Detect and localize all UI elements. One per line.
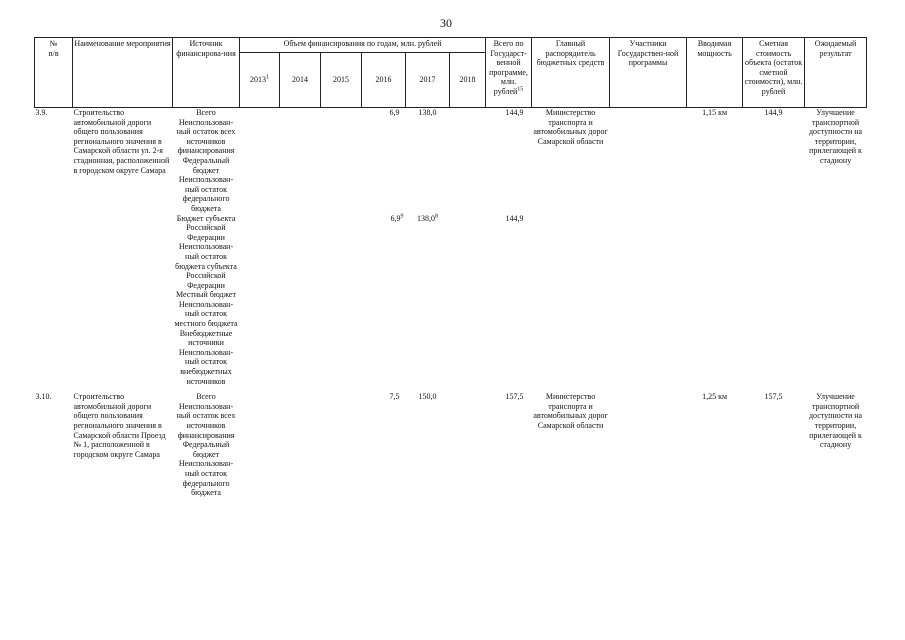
page-number: 30: [440, 16, 452, 30]
note-2016: 9: [400, 212, 404, 219]
cell-2014: [280, 108, 321, 214]
cell-total: 144,9: [505, 108, 524, 117]
row-sources: [173, 392, 240, 498]
value-2016: 6,9: [390, 213, 401, 223]
source-item: Неиспользован-ный остаток федерального бюджета: [178, 175, 234, 213]
year-2017-header: 2017: [406, 53, 450, 108]
source-item: Всего: [196, 108, 216, 117]
cell-capacity: 1,25 км: [702, 392, 728, 402]
cell-chief: Министерство транспорта и автомобильных дорог Самарской области: [533, 392, 608, 430]
cell-estimate: 144,9: [764, 108, 783, 117]
year-2015-header: 2015: [321, 53, 362, 108]
cell-2013: [240, 108, 280, 214]
source-item: Внебюджетные источники: [179, 328, 233, 348]
col-estimate-header: Сметная стоимость объекта (остаток сметной стоимости), млн. рублей: [743, 38, 805, 108]
cell-2017: [406, 214, 450, 387]
table-row: [35, 108, 867, 214]
col-event-header: Наименование мероприятия: [73, 38, 173, 108]
col-source-header: Источник финансирова-ния: [173, 38, 240, 108]
cell-participants: [610, 108, 687, 214]
source-item: Местный бюджет: [176, 290, 236, 300]
cell-2016: 7,5: [389, 392, 400, 402]
cell-2015: [321, 108, 362, 214]
row-number: 3.10.: [35, 392, 52, 402]
cell-2016: 6,9: [389, 108, 400, 117]
col-participants-header: Участники Государствен-ной программы: [610, 38, 687, 108]
note-2017: 8: [435, 212, 438, 219]
col-capacity-header: Вводимая мощность: [687, 38, 743, 108]
cell-chief: Министерство транспорта и автомобильных дорог Самарской области: [533, 108, 608, 146]
year-2013-header: [240, 53, 280, 108]
year-2018-header: 2018: [450, 53, 486, 108]
cell-2017: 138,0: [418, 108, 437, 117]
source-item: Неиспользован-ный остаток всех источников финансирования: [176, 117, 236, 156]
cell-result: Улучшение транспортной доступности на территории, прилегающей к стадиону: [808, 108, 863, 165]
source-item: Неиспользован-ный остаток бюджета субъекта Российской Федерации: [175, 242, 237, 290]
cell-2016: [362, 214, 406, 387]
total-header-note: 15: [517, 86, 524, 93]
row-sources: [173, 214, 240, 387]
source-item: Бюджет субъекта Российской Федерации: [176, 213, 236, 242]
table-row: [35, 392, 867, 498]
col-funding-header: Объем финансирования по годам, млн. рублей: [240, 38, 486, 53]
row-sources: [173, 108, 240, 214]
source-item: Федеральный бюджет: [182, 440, 230, 459]
cell-total: 144,9: [505, 213, 524, 223]
col-total-header: [486, 38, 532, 108]
cell-2018: [450, 108, 486, 214]
source-item: Неиспользован-ный остаток федерального бюджета: [178, 459, 234, 498]
cell-total: 157,5: [505, 392, 524, 402]
row-number: 3.9.: [35, 108, 48, 117]
cell-capacity: 1,15 км: [702, 108, 728, 117]
row-event-name: Строительство автомобильной дороги общего пользования регионального значения в Самарской области ул. 2-я стадионная, расположенной в городском округе Самара: [73, 108, 170, 175]
year-2014-header: 2014: [280, 53, 321, 108]
table-row: [35, 214, 867, 387]
col-num-header: № п/в: [35, 38, 73, 108]
source-item: Всего: [196, 392, 216, 402]
cell-estimate: 157,5: [764, 392, 783, 402]
funding-table: [34, 37, 867, 498]
value-2017: 138,0: [417, 213, 435, 223]
source-item: Федеральный бюджет: [182, 155, 230, 175]
year-2013-text: 2013: [250, 75, 266, 85]
col-result-header: Ожидаемый результат: [805, 38, 867, 108]
source-item: Неиспользован-ный остаток местного бюджета: [174, 299, 238, 329]
row-event-name: Строительство автомобильной дороги общего пользования регионального значения в Самарской области Проезд № 1, расположенной в городском округе Самара: [73, 392, 166, 459]
col-chief-header: Главный распорядитель бюджетных средств: [532, 38, 610, 108]
total-header-text: Всего по Государст-венной программе, млн. рублей: [489, 39, 528, 96]
source-item: Неиспользован-ный остаток внебюджетных источников: [178, 347, 234, 386]
year-2013-note: 1: [266, 74, 269, 81]
cell-result: Улучшение транспортной доступности на территории, прилегающей к стадиону: [808, 392, 863, 450]
cell-2017: 150,0: [418, 392, 437, 402]
year-2016-header: 2016: [362, 53, 406, 108]
source-item: Неиспользован-ный остаток всех источников финансирования: [176, 401, 236, 440]
